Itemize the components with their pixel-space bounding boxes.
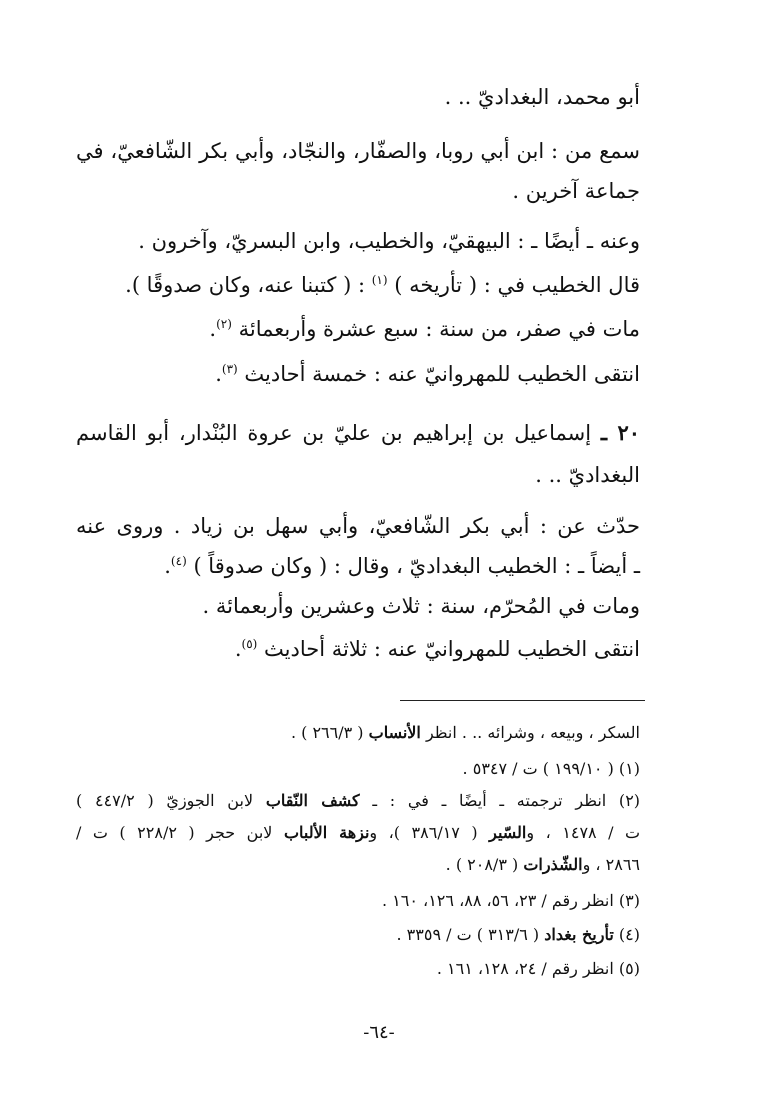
footnote-ref: (٣) xyxy=(221,362,238,376)
footnote-line: (٤) تأريخ بغداد ( ٣١٣/٦ ) ت / ٣٣٥٩ . xyxy=(396,925,640,944)
footnote-line: (٣) انظر رقم / ٢٣، ٥٦، ٨٨، ١٢٦، ١٦٠ . xyxy=(382,891,640,910)
footnote-line: ٢٨٦٦ ، والشّذرات ( ٢٠٨/٣ ) . xyxy=(445,855,640,874)
footnote-divider xyxy=(400,700,645,701)
footnote-ref: (٥) xyxy=(241,637,258,651)
body-line: انتقى الخطيب للمهروانيّ عنه : خمسة أحاديث $^{(٣)}$. xyxy=(215,362,640,386)
footnote-ref: (٢) xyxy=(216,317,232,331)
body-line: ومات في المُحرّم، سنة : ثلاث وعشرين وأربعمائة . xyxy=(202,594,640,618)
body-line: حدّث عن : أبي بكر الشّافعيّ، وأبي سهل بن زياد . وروى عنه xyxy=(76,514,640,538)
footnote-line: السكر ، وبيعه ، وشرائه .. . انظر الأنساب ( ٢٦٦/٣ ) . xyxy=(290,723,640,742)
entry-heading: ٢٠ ـ إسماعيل بن إبراهيم بن عليّ بن عروة البُنْدار، أبو القاسم xyxy=(76,420,640,445)
footnote-line: (٥) انظر رقم / ٢٤، ١٢٨، ١٦١ . xyxy=(436,959,640,978)
footnote-ref: (٤) xyxy=(170,554,187,568)
page-number: -٦٤- xyxy=(363,1022,395,1043)
body-line: قال الخطيب في : ( تأريخه ) $^{(١)}$ : ( كتبنا عنه، وكان صدوقًا ). xyxy=(125,273,640,297)
footnote-line: (١) ( ١٩٩/١٠ ) ت / ٥٣٤٧ . xyxy=(462,759,640,778)
entry-number: ٢٠ ـ xyxy=(600,420,640,445)
body-line: جماعة آخرين . xyxy=(512,179,640,203)
footnote-ref: (١) xyxy=(371,273,388,287)
body-line: مات في صفر، من سنة : سبع عشرة وأربعمائة $^{(٢)}$. xyxy=(209,317,640,341)
body-line: سمع من : ابن أبي روبا، والصفّار، والنجّاد، وأبي بكر الشّافعيّ، في xyxy=(76,139,640,163)
body-line: ـ أيضاً ـ : الخطيب البغداديّ ، وقال : ( وكان صدوقاً ) $^{(٤)}$. xyxy=(164,554,640,578)
body-line: انتقى الخطيب للمهروانيّ عنه : ثلاثة أحاديث $^{(٥)}$. xyxy=(234,637,640,661)
body-line: البغداديّ .. . xyxy=(535,463,640,487)
body-line: أبو محمد، البغداديّ .. . xyxy=(444,85,640,109)
body-line: وعنه ـ أيضًا ـ : البيهقيّ، والخطيب، وابن البسريّ، وآخرون . xyxy=(138,229,640,253)
footnote-line: ت / ١٤٧٨ ، والسّير ( ٣٨٦/١٧ )، ونزهة الألباب لابن حجر ( ٢٢٨/٢ ) ت / xyxy=(76,823,641,842)
footnote-line: (٢) انظر ترجمته ـ أيضًا ـ في : ـ كشف النّقاب لابن الجوزيّ ( ٤٤٧/٢ ) xyxy=(76,791,641,810)
